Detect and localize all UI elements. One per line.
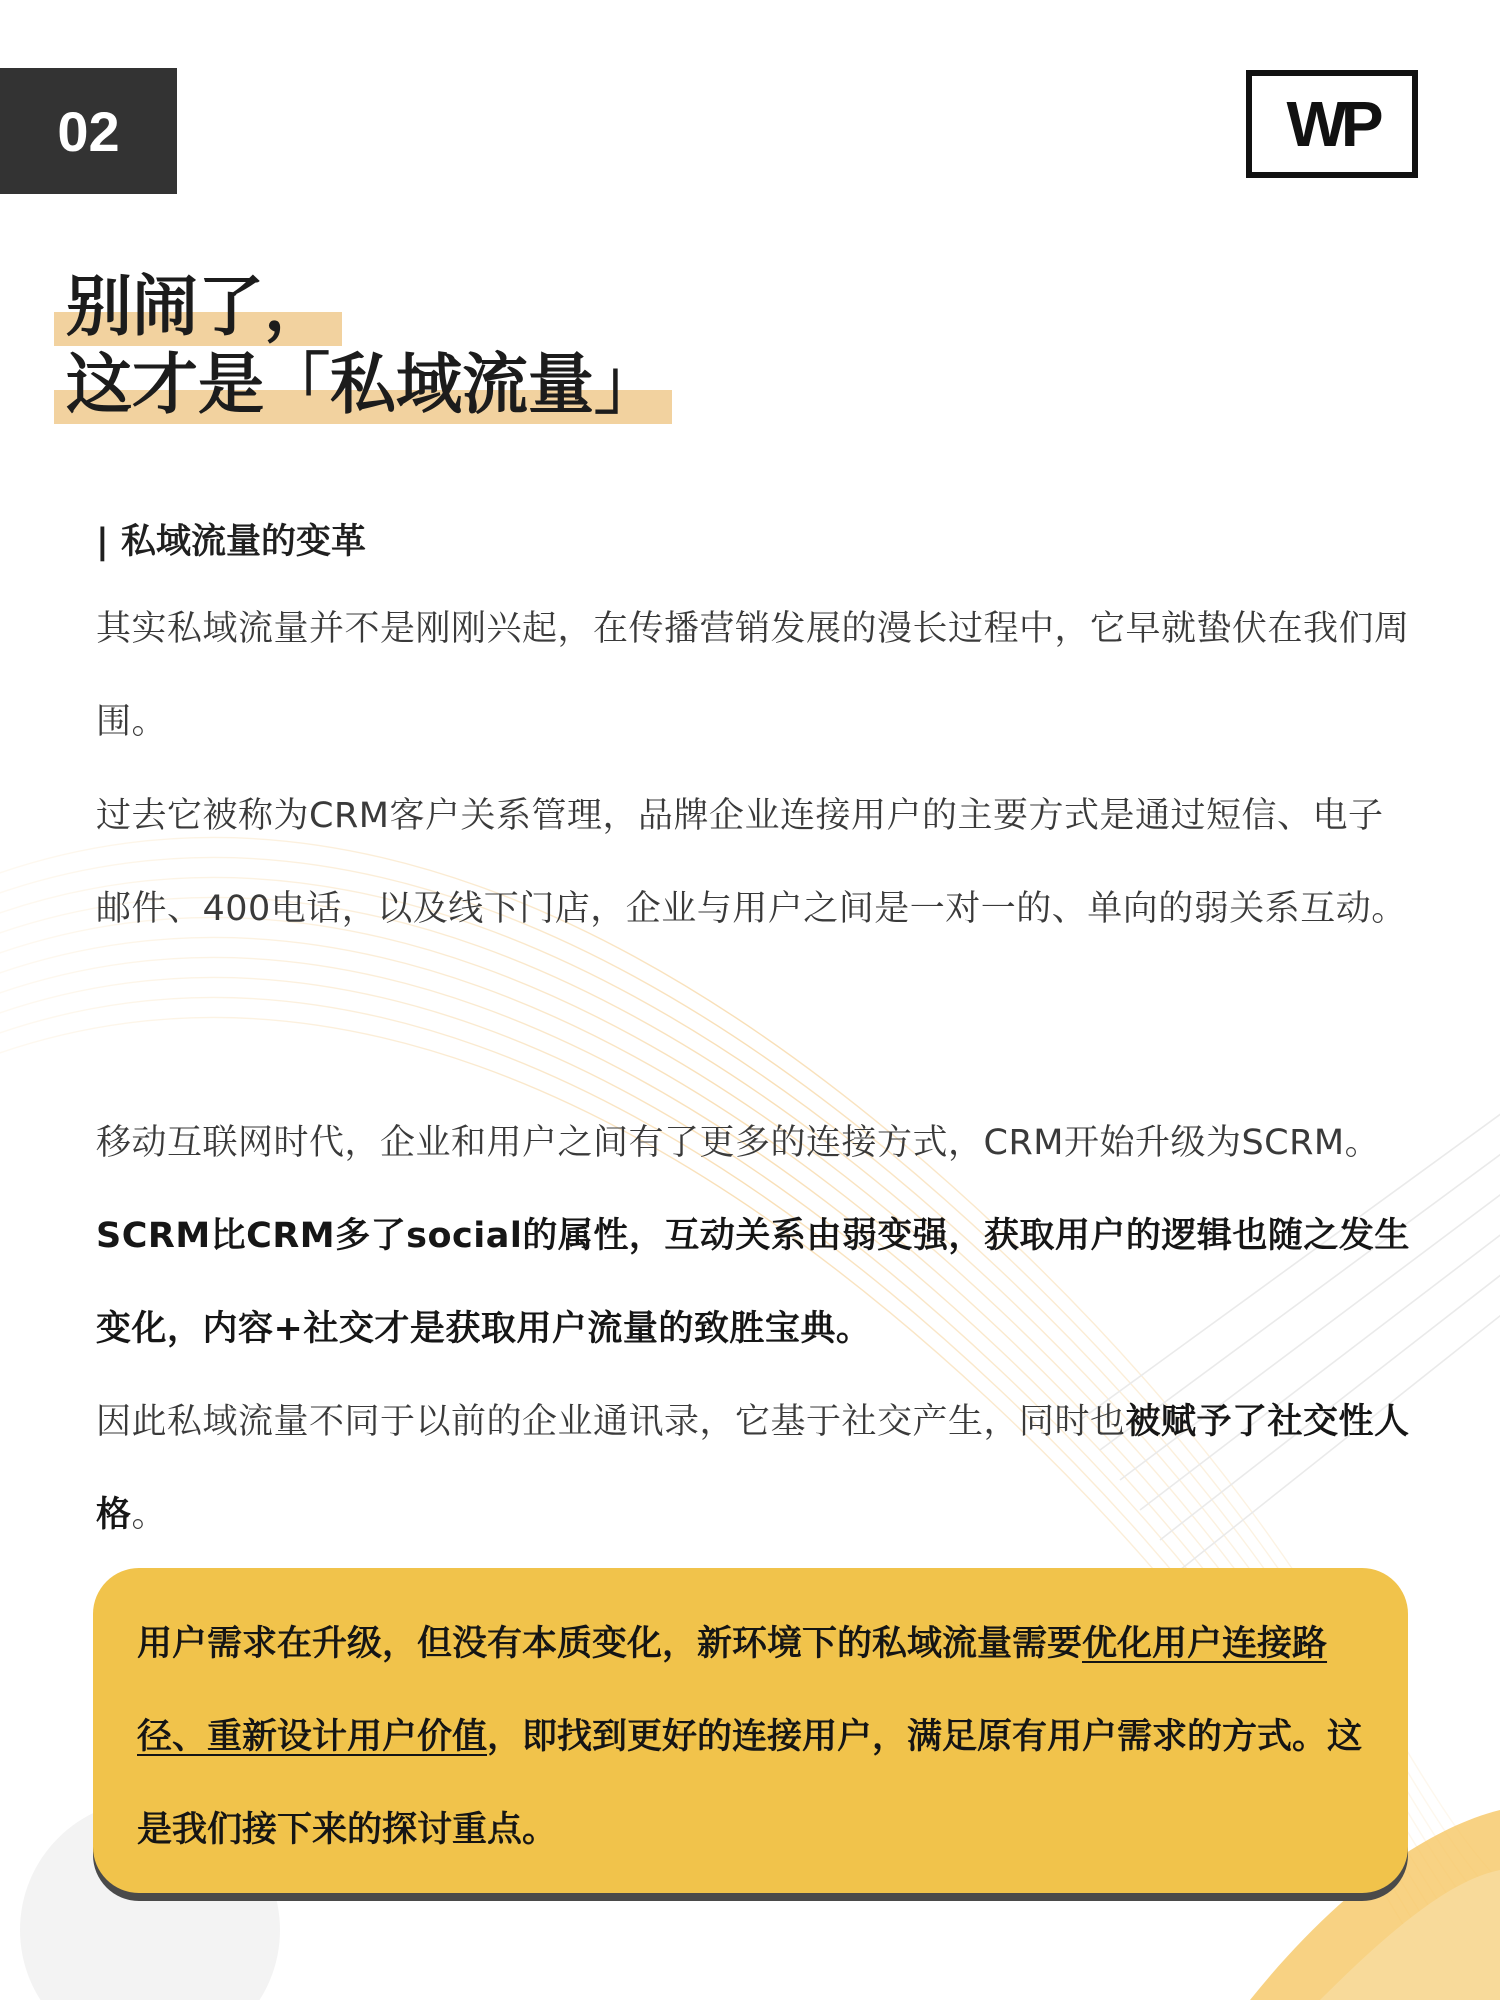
title-line-1-text: 别闹了， (66, 268, 330, 345)
page-title (54, 268, 672, 424)
callout-underlined: 优化用户连接路径、重新设计用户价值 (137, 1624, 1328, 1757)
paragraph-4-end: 。 (131, 1495, 168, 1535)
paragraph-3 (96, 1097, 1416, 1376)
paragraph-3-plain: 移动互联网时代，企业和用户之间有了更多的连接方式，CRM开始升级为SCRM。 (96, 1123, 1381, 1163)
paragraph-4-plain: 因此私域流量不同于以前的企业通讯录，它基于社交产生，同时也 (96, 1402, 1126, 1442)
paragraph-3-bold: SCRM比CRM多了social的属性，互动关系由弱变强，获取用户的逻辑也随之发生变化，内容+社交才是获取用户流量的致胜宝典。 (96, 1216, 1410, 1349)
wp-logo: WP (1246, 70, 1418, 178)
title-line-1 (54, 268, 342, 346)
callout-text-2: ，即找到更好的连接用户，满足原有用户需求的方式。这是我们接下来的探讨重点。 (137, 1717, 1363, 1850)
title-line-2-text: 这才是「私域流量」 (66, 346, 660, 423)
callout-text-1: 用户需求在升级，但没有本质变化，新环境下的私域流量需要 (137, 1624, 1083, 1664)
key-point-callout (93, 1568, 1408, 1893)
paragraph-4-bold: 被赋予了社交性人格 (96, 1402, 1410, 1535)
page-number-badge: 02 (0, 68, 177, 194)
section-heading: | 私域流量的变革 (96, 522, 366, 562)
paragraph-2: 过去它被称为CRM客户关系管理，品牌企业连接用户的主要方式是通过短信、电子邮件、400电话，以及线下门店，企业与用户之间是一对一的、单向的弱关系互动。 (96, 796, 1407, 929)
title-line-2 (54, 346, 672, 424)
paragraph-4 (96, 1376, 1416, 1562)
paragraph-1: 其实私域流量并不是刚刚兴起，在传播营销发展的漫长过程中，它早就蛰伏在我们周围。 (96, 609, 1410, 742)
